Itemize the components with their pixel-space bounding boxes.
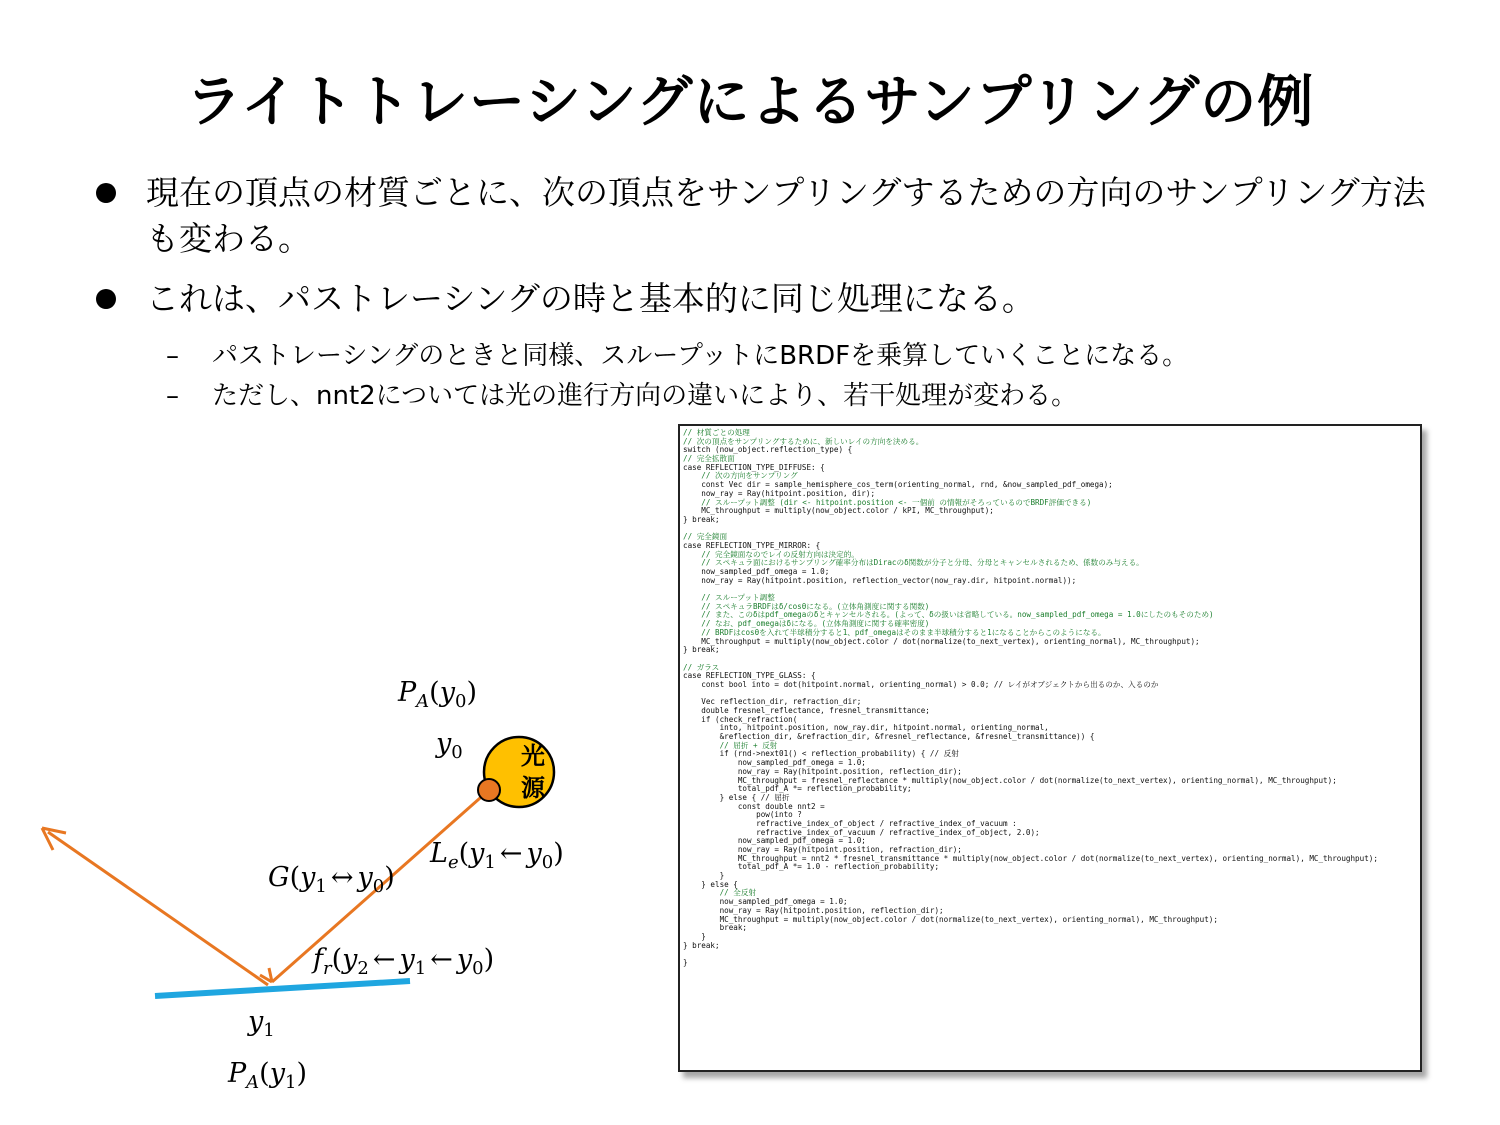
- code-line: // スペキュラ面におけるサンプリング確率分布はDiracのδ関数が分子と分母、分母とキャンセルされるため、係数のみ与える。: [683, 558, 1144, 568]
- code-line: total_pdf_A *= 1.0 - reflection_probability;: [683, 862, 940, 872]
- label-fr: $f_r(y_2$ ← $y_1$ ← $y_0$): [313, 944, 495, 979]
- code-screenshot: [678, 424, 1422, 1072]
- code-line: // 完全鏡面なのでレイの反射方向は決定的。: [683, 549, 859, 559]
- label-g: $G(y_1$ ↔ $y_0$): [268, 862, 395, 897]
- code-line: // スペキュラBRDFはδ/cosθになる。(立体角測度に関する関数): [683, 601, 930, 611]
- code-line: MC_throughput = multiply(now_object.color / dot(normalize(to_next_vertex), orienting_normal), MC_throughput);: [683, 914, 1218, 924]
- code-line: // また、このδはpdf_omegaのδとキャンセルされる。(よって、δの扱いは省略している。now_sampled_pdf_omega = 1.0にしたのもそのため): [683, 610, 1214, 620]
- code-line: if (rnd->next01() < reflection_probability) { // 反射: [683, 749, 959, 759]
- code-line: [683, 950, 1417, 959]
- label-pa-y0: $P_A(y_0)$: [398, 677, 477, 712]
- label-y0: $y_0$: [436, 728, 463, 763]
- code-line: if (check_refraction(: [683, 714, 798, 724]
- code-line: }: [683, 871, 725, 881]
- code-line: } break;: [683, 940, 720, 950]
- code-line: now_ray = Ray(hitpoint.position, reflection_dir);: [683, 905, 944, 915]
- code-line: // 完全拡散面: [683, 454, 735, 464]
- code-line: [683, 525, 1417, 534]
- code-line: // 次の方向をサンプリング: [683, 471, 798, 481]
- light-source-point: [478, 779, 500, 801]
- code-line: // 完全鏡面: [683, 532, 728, 542]
- code-line: MC_throughput = multiply(now_object.color / dot(normalize(to_next_vertex), orienting_normal), MC_throughput);: [683, 636, 1200, 646]
- reflected-ray: [48, 832, 268, 985]
- code-line: now_ray = Ray(hitpoint.position, reflection_dir);: [683, 766, 962, 776]
- code-line: case REFLECTION_TYPE_MIRROR: {: [683, 540, 821, 550]
- code-line: pow(into ?: [683, 810, 802, 820]
- sub-bullet-dash: –: [166, 381, 179, 411]
- code-line: now_sampled_pdf_omega = 1.0;: [683, 836, 866, 846]
- code-line: } else { // 屈折: [683, 792, 790, 802]
- code-line: // スループット調整 (dir <- hitpoint.position <- 一個前 の情報がそろっているのでBRDF評価できる): [683, 497, 1092, 507]
- light-source-label-1: 光: [521, 742, 545, 770]
- code-line: [683, 585, 1417, 594]
- code-line: // スループット調整: [683, 593, 775, 603]
- label-le: $L_e(y_1$ ← $y_0$): [430, 838, 564, 873]
- code-line: now_ray = Ray(hitpoint.position, dir);: [683, 488, 876, 498]
- code-line: into, hitpoint.position, now_ray.dir, hitpoint.normal, orienting_normal,: [683, 723, 1049, 733]
- sub-bullet-text: パストレーシングのときと同様、スループットにBRDFを乗算していくことになる。: [212, 341, 1189, 371]
- light-source-label-2: 源: [521, 774, 545, 802]
- sub-bullet-dash: –: [166, 341, 179, 371]
- code-line: // ガラス: [683, 662, 720, 672]
- code-line: Vec reflection_dir, refraction_dir;: [683, 697, 862, 707]
- code-line: MC_throughput = multiply(now_object.color / kPI, MC_throughput);: [683, 506, 994, 516]
- bullet-text: これは、パストレーシングの時と基本的に同じ処理になる。: [146, 279, 1035, 318]
- code-line: case REFLECTION_TYPE_GLASS: {: [683, 671, 816, 681]
- code-line: now_sampled_pdf_omega = 1.0;: [683, 567, 830, 576]
- code-line: }: [683, 957, 688, 967]
- code-line: switch (now_object.reflection_type) {: [683, 445, 853, 455]
- code-line: &reflection_dir, &refraction_dir, &fresnel_reflectance, &fresnel_transmittance)) {: [683, 732, 1095, 742]
- code-line: double fresnel_reflectance, fresnel_transmittance;: [683, 706, 930, 715]
- code-line: now_sampled_pdf_omega = 1.0;: [683, 897, 848, 907]
- label-pa-y1: $P_A(y_1)$: [228, 1058, 307, 1093]
- code-line: [683, 655, 1417, 664]
- code-line: const bool into = dot(hitpoint.normal, orienting_normal) > 0.0; // レイがオブジェクトから出るのか、入るのか: [683, 679, 1159, 689]
- code-line: case REFLECTION_TYPE_DIFFUSE: {: [683, 462, 825, 472]
- code-line: } break;: [683, 514, 720, 524]
- bullet-text: 現在の頂点の材質ごとに、次の頂点をサンプリングするための方向のサンプリング方法も変わる。: [146, 173, 1426, 258]
- code-line: // BRDFはcosθを入れて半球積分すると1、pdf_omegaはそのまま半球積分すると1になることからこのようになる。: [683, 627, 1106, 637]
- code-line: total_pdf_A *= reflection_probability;: [683, 784, 912, 794]
- code-line: const Vec dir = sample_hemisphere_cos_term(orienting_normal, rnd, &now_sampled_pdf_omega);: [683, 480, 1113, 490]
- code-line: } break;: [683, 645, 720, 655]
- slide-title: ライトトレーシングによるサンプリングの例: [185, 70, 1315, 135]
- code-line: const double nnt2 =: [683, 801, 825, 811]
- code-line: // 全反射: [683, 888, 757, 898]
- code-line: MC_throughput = nnt2 * fresnel_transmittance * multiply(now_object.color / dot(normalize(to_next_vertex), orienting_normal), MC_throughput);: [683, 853, 1378, 863]
- code-line: // 次の頂点をサンプリングするために、新しいレイの方向を決める。: [683, 436, 924, 446]
- code-listing: [680, 426, 1420, 971]
- code-line: now_ray = Ray(hitpoint.position, refraction_dir);: [683, 845, 962, 854]
- code-line: refractive_index_of_vacuum / refractive_index_of_object, 2.0);: [683, 827, 1040, 837]
- code-line: break;: [683, 923, 748, 933]
- reflected-ray-arrowhead: [42, 828, 66, 850]
- code-line: } else {: [683, 879, 738, 889]
- code-line: MC_throughput = fresnel_reflectance * multiply(now_object.color / dot(normalize(to_next_vertex), orienting_normal), MC_throughput);: [683, 775, 1337, 785]
- label-y1: $y_1$: [248, 1006, 275, 1041]
- code-line: // なお、pdf_omegaはδになる。(立体角測度に関する確率密度): [683, 619, 930, 629]
- code-line: now_ray = Ray(hitpoint.position, reflection_vector(now_ray.dir, hitpoint.normal));: [683, 575, 1077, 585]
- code-line: // 材質ごとの処理: [683, 428, 750, 437]
- code-line: // 屈折 + 反射: [683, 740, 778, 750]
- code-line: }: [683, 931, 706, 941]
- surface-line: [155, 981, 410, 996]
- code-line: refractive_index_of_object / refractive_index_of_vacuum :: [683, 818, 1017, 828]
- sub-bullet-text: ただし、nnt2については光の進行方向の違いにより、若干処理が変わる。: [212, 381, 1078, 411]
- code-line: now_sampled_pdf_omega = 1.0;: [683, 758, 866, 768]
